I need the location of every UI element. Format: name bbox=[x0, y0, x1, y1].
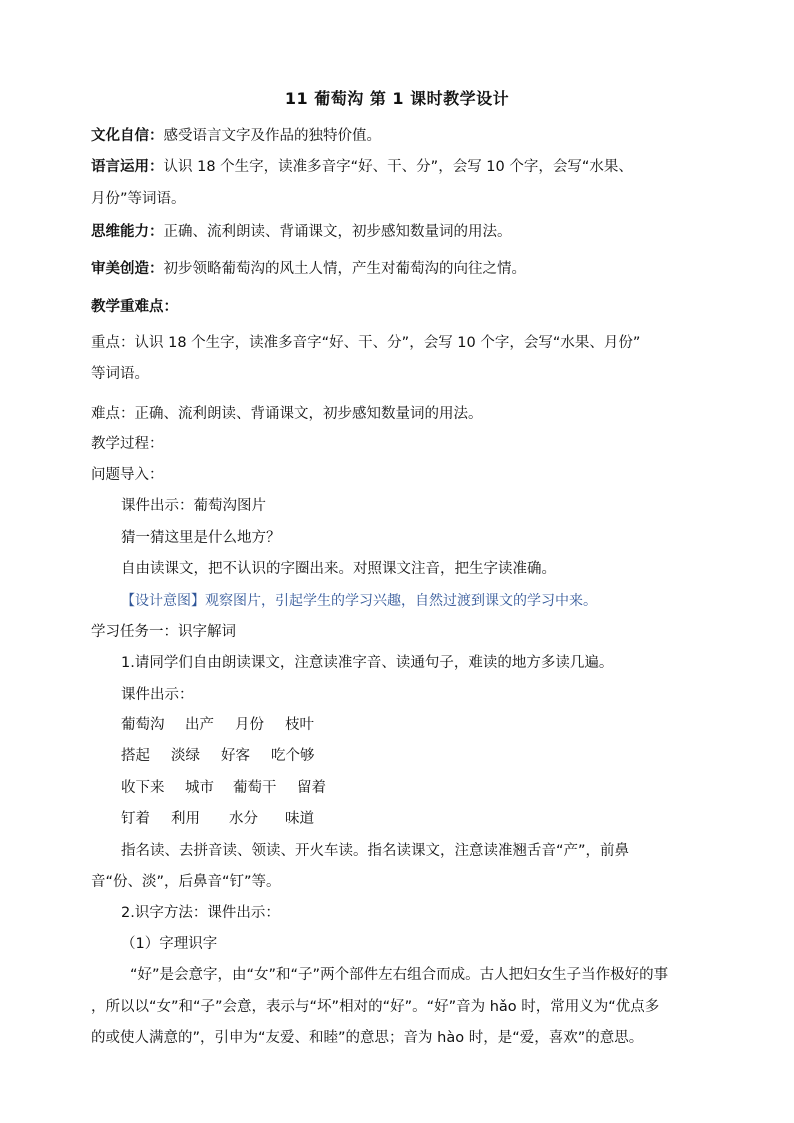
goal-label: 语言运用： bbox=[91, 159, 164, 175]
method-sub-heading: （1）字理识字 bbox=[121, 936, 218, 952]
explain-line: “好”是会意字，由“女”和“子”两个部件左右组合而成。古人把妇女生子当作极好的事 bbox=[130, 967, 669, 983]
word: 葡萄干 bbox=[233, 780, 277, 796]
process-heading: 教学过程： bbox=[91, 436, 164, 452]
word: 枝叶 bbox=[285, 717, 314, 733]
word: 葡萄沟 bbox=[121, 717, 165, 733]
goal-label: 审美创造： bbox=[91, 261, 164, 277]
explain-line: ，所以以“女”和“子”会意，表示与“坏”相对的“好”。“好”音为 hǎo 时，常用义为“优点多 bbox=[91, 999, 660, 1015]
design-note: 【设计意图】观察图片，引起学生的学习兴趣，自然过渡到课文的学习中来。 bbox=[121, 593, 597, 609]
difficulty: 难点：正确、流利朗读、背诵课文，初步感知数量词的用法。 bbox=[91, 406, 483, 422]
reading-instructions-cont: 音“份、淡”，后鼻音“钉”等。 bbox=[91, 874, 281, 890]
word-row bbox=[121, 778, 326, 798]
goal-text: 初步领略葡萄沟的风土人情，产生对葡萄沟的向往之情。 bbox=[163, 261, 526, 277]
key-point-cont: 等词语。 bbox=[91, 366, 149, 382]
word-row bbox=[121, 715, 314, 735]
task1-step1: 1.请同学们自由朗读课文，注意读准字音、读通句子，难读的地方多读几遍。 bbox=[121, 655, 614, 671]
word: 月份 bbox=[235, 717, 264, 733]
goal-text: 正确、流利朗读、背诵课文，初步感知数量词的用法。 bbox=[163, 224, 512, 240]
goal-thinking bbox=[91, 222, 512, 242]
word: 留着 bbox=[297, 780, 326, 796]
word: 城市 bbox=[185, 780, 214, 796]
page-title: 11 葡萄沟 第 1 课时教学设计 bbox=[284, 89, 510, 108]
goal-label: 文化自信： bbox=[91, 128, 164, 144]
key-point: 重点：认识 18 个生字，读准多音字“好、干、分”，会写 10 个字，会写“水果、月份” bbox=[91, 335, 641, 351]
intro-line: 自由读课文，把不认识的字圈出来。对照课文注音，把生字读准确。 bbox=[121, 561, 556, 577]
reading-instructions: 指名读、去拼音读、领读、开火车读。指名读课文，注意读准翘舌音“产”，前鼻 bbox=[121, 843, 630, 859]
word: 利用 bbox=[171, 811, 200, 827]
word: 钉着 bbox=[121, 811, 150, 827]
word: 搭起 bbox=[121, 748, 150, 764]
goal-language bbox=[91, 157, 633, 177]
explain-line: 的或使人满意的”，引申为“友爱、和睦”的意思；音为 hào 时，是“爱，喜欢”的意思。 bbox=[91, 1030, 644, 1046]
goal-language-cont: 月份”等词语。 bbox=[91, 191, 186, 207]
word: 收下来 bbox=[121, 780, 165, 796]
key-heading: 教学重难点： bbox=[91, 299, 178, 315]
intro-line: 猜一猜这里是什么地方？ bbox=[121, 530, 281, 546]
word: 味道 bbox=[285, 811, 314, 827]
goal-aesthetic bbox=[91, 259, 526, 279]
word-row bbox=[121, 809, 314, 829]
intro-line: 课件出示：葡萄沟图片 bbox=[121, 498, 266, 514]
word: 出产 bbox=[185, 717, 214, 733]
goal-culture bbox=[91, 126, 381, 146]
literacy-method: 2.识字方法：课件出示： bbox=[121, 905, 280, 921]
word-row bbox=[121, 746, 315, 766]
task1-heading: 学习任务一：识字解词 bbox=[91, 624, 236, 640]
goal-text: 认识 18 个生字，读准多音字“好、干、分”，会写 10 个字，会写“水果、 bbox=[163, 159, 633, 175]
word: 好客 bbox=[221, 748, 250, 764]
word: 水分 bbox=[229, 811, 258, 827]
goal-text: 感受语言文字及作品的独特价值。 bbox=[163, 128, 381, 144]
word: 吃个够 bbox=[271, 748, 315, 764]
goal-label: 思维能力： bbox=[91, 224, 164, 240]
intro-heading: 问题导入： bbox=[91, 467, 164, 483]
courseware-label: 课件出示： bbox=[121, 687, 194, 703]
word: 淡绿 bbox=[171, 748, 200, 764]
